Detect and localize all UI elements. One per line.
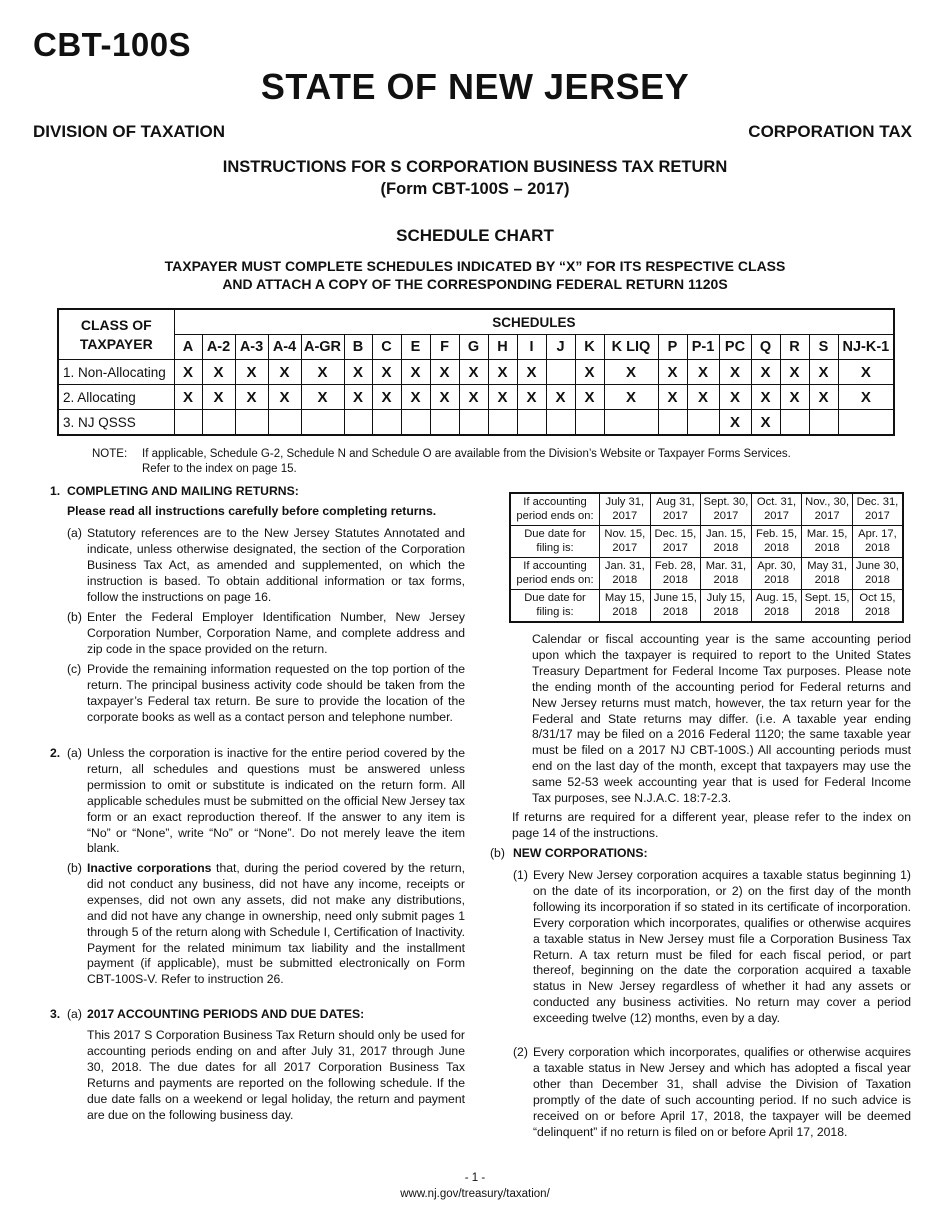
schedule-mark [546,360,575,385]
schedule-mark [174,410,202,436]
schedule-col-header: A-3 [235,335,268,360]
section-2b-body: that, during the period covered by the return, did not conduct any business, did not have any income, receipts or expenses, did not own any assets, did not make any distributions, and did not have any change in ownership, need only submit pages 1 through 5 of the return along with Schedule I, Certification of Inactivity. Payment for the related minimum tax liability and the installment payment (if applicable), must be submitted electronically on Form CBT-100S-V. Refer to instruction 26. [87,861,465,987]
schedule-mark: X [658,360,687,385]
due-date-cell: Mar. 15, 2018 [802,526,853,558]
schedule-col-header: F [430,335,459,360]
schedule-mark [459,410,488,436]
schedule-mark: X [838,385,894,410]
schedule-mark: X [809,360,838,385]
due-date-cell: Feb. 28, 2018 [650,558,701,590]
schedule-col-header: R [780,335,809,360]
schedule-col-header: A [174,335,202,360]
schedule-col-header: B [344,335,372,360]
schedule-mark: X [719,385,751,410]
schedule-row [58,360,894,385]
schedule-mark: X [780,360,809,385]
due-date-cell: May 31, 2018 [802,558,853,590]
section-3a-label: (a) [67,1007,82,1021]
due-dates-row-header: If accounting period ends on: [510,493,600,526]
schedule-mark: X [235,360,268,385]
schedule-mark: X [575,360,604,385]
due-date-cell: Apr. 30, 2018 [751,558,802,590]
schedule-mark: X [517,385,546,410]
section-2a-text: Unless the corporation is inactive for the entire period covered by the return, all schedules and questions must be answered unless permission to omit or substitute is indicated on the return form. All applicable schedules must be submitted on the official New Jersey tax form or an exact reproduction thereof. If the answer to any item is “No” or “None”, write “No” or “None”. Do not merely leave the item blank. [87,746,465,856]
calendar-year-text: Calendar or fiscal accounting year is the same accounting period upon which the taxpayer is required to report to the United States Treasury Department for Federal Income Tax purposes. Please note the ending month of the accounting period for Federal returns and New Jersey returns must match, however, the tax return year for the Federal and State returns may differ. (i.e. A taxable year ending 8/31/17 may be filed on a 2016 Federal 1120; the same taxable year must be filed on a 2017 NJ CBT-100S.) All accounting periods must end on the last day of the month, except that taxpayers may use the same 52-53 week accounting year that is used for Federal Income Tax purposes, see N.J.A.C. 18:7-2.3. [532,632,911,806]
schedule-mark: X [430,360,459,385]
schedule-mark: X [430,385,459,410]
schedule-col-header: A-2 [202,335,235,360]
schedule-mark [575,410,604,436]
schedule-col-header: P-1 [687,335,719,360]
schedule-col-header: Q [751,335,780,360]
schedule-mark: X [517,360,546,385]
due-date-cell: Nov. 15, 2017 [600,526,651,558]
schedule-mark: X [546,385,575,410]
schedule-mark: X [401,385,430,410]
schedule-mark: X [459,385,488,410]
schedule-mark [687,410,719,436]
page-number: - 1 - [464,1172,486,1184]
footer-url: www.nj.gov/treasury/taxation/ [400,1188,550,1200]
section-2b-label: (b) [67,861,82,875]
instructions-title: INSTRUCTIONS FOR S CORPORATION BUSINESS TAX RETURN [222,158,728,176]
schedule-mark [604,410,658,436]
due-date-cell: Nov., 30, 2017 [802,493,853,526]
due-date-cell: Aug 31, 2017 [650,493,701,526]
schedule-mark: X [202,360,235,385]
read-instructions-note: Please read all instructions carefully before completing returns. [67,504,437,518]
schedule-mark: X [174,360,202,385]
due-dates-row [510,526,903,558]
due-date-cell: Sept. 15, 2018 [802,590,853,623]
schedule-mark [780,410,809,436]
schedule-row [58,410,894,436]
schedule-col-header: NJ-K-1 [838,335,894,360]
state-title: STATE OF NEW JERSEY [260,66,690,107]
schedule-mark: X [268,360,301,385]
schedule-mark [301,410,344,436]
schedule-mark: X [344,385,372,410]
schedules-header: SCHEDULES [174,309,894,335]
section-1c-label: (c) [67,662,82,676]
section-1b-label: (b) [67,610,82,624]
schedule-col-header: K [575,335,604,360]
section-3a-text: This 2017 S Corporation Business Tax Return should only be used for accounting periods ending on and after July 31, 2017 through June 30, 2018. The due dates for all 2017 Corporation Business Tax Returns and payments are reported on the following schedule. If the due date falls on a weekend or legal holiday, the return and payment are due on the following business day. [87,1028,465,1122]
schedule-mark [546,410,575,436]
schedule-mark: X [488,360,517,385]
section-3b-title: NEW CORPORATIONS: [513,846,648,860]
schedule-col-header: P [658,335,687,360]
schedule-chart-title: SCHEDULE CHART [396,226,554,245]
schedule-mark: X [751,410,780,436]
schedule-mark: X [372,360,401,385]
due-date-cell: Apr. 17, 2018 [852,526,903,558]
schedule-mark: X [751,360,780,385]
schedule-mark: X [658,385,687,410]
schedule-col-header: A-4 [268,335,301,360]
schedule-col-header: S [809,335,838,360]
schedule-mark [344,410,372,436]
schedule-mark: X [719,410,751,436]
taxpayer-class-label: 2. Allocating [58,385,174,410]
due-date-cell: Jan. 15, 2018 [701,526,752,558]
due-dates-row-header: If accounting period ends on: [510,558,600,590]
schedule-mark: X [719,360,751,385]
schedule-col-header: K LIQ [604,335,658,360]
due-dates-row-header: Due date for filing is: [510,590,600,623]
class-of-taxpayer-header [58,309,174,360]
due-date-cell: Sept. 30, 2017 [701,493,752,526]
must-complete-line2: AND ATTACH A COPY OF THE CORRESPONDING FEDERAL RETURN 1120S [222,276,728,292]
schedule-mark: X [344,360,372,385]
section-1b-text: Enter the Federal Employer Identification Number, New Jersey Corporation Number, Corporation Name, and complete address and zip code in the space provided on the return. [87,610,465,656]
new-corp-item-2-label: (2) [513,1045,528,1059]
due-dates-row [510,558,903,590]
due-date-cell: Mar. 31, 2018 [701,558,752,590]
schedule-mark [202,410,235,436]
due-date-cell: Aug. 15, 2018 [751,590,802,623]
schedule-mark: X [687,360,719,385]
schedule-mark: X [604,360,658,385]
section-1a-label: (a) [67,526,82,540]
section-1-title: COMPLETING AND MAILING RETURNS: [67,484,299,498]
different-year-text: If returns are required for a different year, please refer to the index on page 14 of the instructions. [512,810,911,840]
due-date-cell: Jan. 31, 2018 [600,558,651,590]
schedule-mark: X [604,385,658,410]
schedule-mark: X [235,385,268,410]
schedule-mark: X [809,385,838,410]
new-corp-item-2-text: Every corporation which incorporates, qualifies or otherwise acquires a taxable status in New Jersey and which has adopted a fiscal year other than December 31, shall advise the Division of Taxation promptly of the date of such accounting period. If no such advice is received on or before April 17, 2018, the taxpayer will be deemed “delinquent” if no return is filed on or before April 17, 2018. [533,1045,911,1139]
schedule-mark: X [575,385,604,410]
schedule-letters-row [58,335,894,360]
section-3b-label: (b) [490,846,505,860]
schedule-mark [658,410,687,436]
division-label: DIVISION OF TAXATION [33,122,226,141]
section-1c-text: Provide the remaining information requested on the top portion of the return. The principal business activity code should be taken from the taxpayer’s Federal tax return. Be sure to provide the location of the corporate books as well as a contact person and telephone number. [87,662,465,724]
section-2a-label: (a) [67,746,82,760]
schedule-col-header: J [546,335,575,360]
schedule-mark: X [687,385,719,410]
due-date-cell: July 15, 2018 [701,590,752,623]
class-header-line2: TAXPAYER [79,335,153,352]
note-label: NOTE: [92,448,128,460]
section-2-number: 2. [50,746,61,760]
schedule-mark: X [202,385,235,410]
note-line2: Refer to the index on page 15. [142,462,297,475]
schedule-col-header: I [517,335,546,360]
schedule-mark: X [459,360,488,385]
schedule-col-header: H [488,335,517,360]
due-date-cell: June 30, 2018 [852,558,903,590]
section-3a-title: 2017 ACCOUNTING PERIODS AND DUE DATES: [87,1007,365,1021]
schedule-mark: X [268,385,301,410]
schedule-mark: X [301,385,344,410]
must-complete-line1: TAXPAYER MUST COMPLETE SCHEDULES INDICATED BY “X” FOR ITS RESPECTIVE CLASS [164,258,786,274]
due-date-cell: Oct. 31, 2017 [751,493,802,526]
schedule-mark [372,410,401,436]
new-corp-item-1-label: (1) [513,868,528,882]
schedule-mark [838,410,894,436]
due-dates-row [510,493,903,526]
due-dates-row-header: Due date for filing is: [510,526,600,558]
schedule-col-header: A-GR [301,335,344,360]
schedule-mark: X [372,385,401,410]
schedule-col-header: E [401,335,430,360]
schedule-mark: X [488,385,517,410]
due-date-cell: Dec. 31, 2017 [852,493,903,526]
form-id: CBT-100S [33,26,192,63]
due-date-cell: Oct 15, 2018 [852,590,903,623]
due-dates-row [510,590,903,623]
schedule-mark [268,410,301,436]
section-1a-text: Statutory references are to the New Jersey Statutes Annotated and indicate, unless otherwise designated, the section of the Corporation Business Tax Act, as amended and supplemented, on which the instruction is based. To obtain additional information or tax forms, follow the instructions on page 16. [87,526,465,604]
class-header-line1: CLASS OF [80,316,152,333]
section-2b-text [87,861,465,988]
schedule-col-header: C [372,335,401,360]
instructions-subtitle: (Form CBT-100S – 2017) [380,180,570,198]
schedule-mark [401,410,430,436]
schedule-chart-table [57,308,895,436]
schedule-mark: X [780,385,809,410]
due-date-cell: Dec. 15, 2017 [650,526,701,558]
due-date-cell: July 31, 2017 [600,493,651,526]
schedule-col-header: G [459,335,488,360]
taxpayer-class-label: 1. Non-Allocating [58,360,174,385]
new-corp-item-1-text: Every New Jersey corporation acquires a taxable status beginning 1) on the date of its incorporation, or 2) on the first day of the month following its incorporation if so stated in its certificate of incorporation. Every corporation which incorporates, qualifies or otherwise acquires a taxable status in New Jersey must file a Corporation Business Tax Return. A tax return must be filed for each fiscal period, or part thereof, beginning on the date the corporation acquired a taxable status in New Jersey regardless of whether it had any assets or conducted any business activities. No return may cover a period exceeding twelve (12) months, even by a day. [533,868,911,1026]
schedule-mark: X [174,385,202,410]
schedule-mark: X [751,385,780,410]
schedule-mark [809,410,838,436]
schedule-mark [488,410,517,436]
schedule-mark [430,410,459,436]
schedule-mark: X [401,360,430,385]
due-date-cell: Feb. 15, 2018 [751,526,802,558]
corporation-tax-label: CORPORATION TAX [748,122,912,141]
section-3-number: 3. [50,1007,61,1021]
note-line1: If applicable, Schedule G-2, Schedule N and Schedule O are available from the Division’s Website or Taxpayer Forms Services. [142,448,791,460]
taxpayer-class-label: 3. NJ QSSS [58,410,174,436]
schedule-mark [517,410,546,436]
due-dates-table [509,492,904,623]
schedule-mark: X [301,360,344,385]
schedule-mark: X [838,360,894,385]
due-date-cell: May 15, 2018 [600,590,651,623]
schedule-col-header: PC [719,335,751,360]
due-date-cell: June 15, 2018 [650,590,701,623]
schedule-mark [235,410,268,436]
inactive-corporations-bold: Inactive corporations [87,861,212,875]
schedule-row [58,385,894,410]
section-1-number: 1. [50,484,61,498]
note [92,447,872,476]
